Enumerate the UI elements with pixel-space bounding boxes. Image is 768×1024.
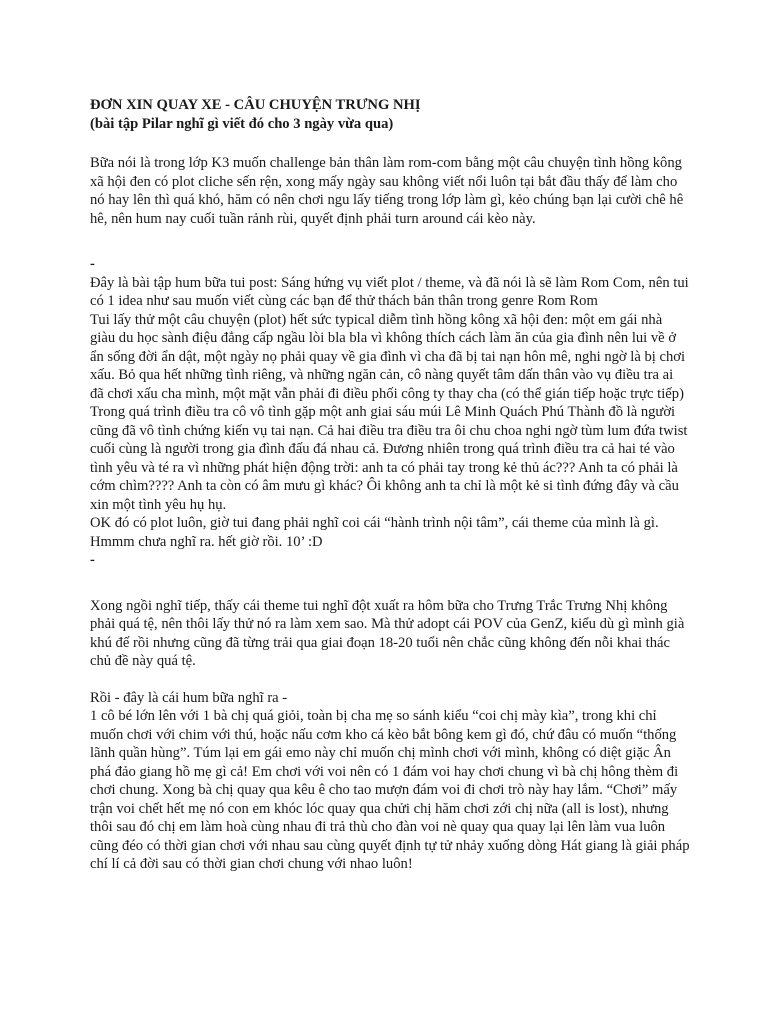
paragraph-investigation: Trong quá trình điều tra cô vô tình gặp một anh giai sáu múi Lê Minh Quách Phú Thành đồ là người cũng đã vô tình chứng kiến vụ tai nạn. Cả hai điều tra điều tra ôi chu choa nghi ngờ tùm lum đứa twist cuối cùng là người trong gia đình đấu đá nhau cả. Đương nhiên trong quá trình điều tra cả hai té vào tình yêu và té ra vì những phát hiện động trời: anh ta có phải tay trong kẻ thủ ác??? Anh ta có phải là cớm chìm???? Anh ta còn có âm mưu gì khác? Ôi không anh ta chỉ là một kẻ si tình đứng đây và cầu xin một tình yêu hụ hụ. — [90, 404, 688, 513]
document-title: ĐƠN XIN QUAY XE - CÂU CHUYỆN TRƯNG NHỊ — [90, 97, 421, 113]
paragraph-assignment: Đây là bài tập hum bữa tui post: Sáng hứng vụ viết plot / theme, và đã nói là sẽ làm Rom Com, nên tui có 1 idea như sau muốn viết cùng các bạn để thử thách bản thân trong genre Rom Rom — [90, 274, 689, 309]
section-divider-dash: - — [90, 552, 95, 568]
document-subtitle: (bài tập Pilar nghĩ gì viết đó cho 3 ngày vừa qua) — [90, 115, 394, 132]
paragraph-story: 1 cô bé lớn lên với 1 bà chị quá giỏi, toàn bị cha mẹ so sánh kiểu “coi chị mày kìa”, trong khi chỉ muốn chơi với chim với thú, hoặc nấu cơm kho cá kèo bắt bông kem gì đó, chứ đâu có muốn “thống lãnh quần hùng”. Túm lại em gái emo này chỉ muốn chị mình chơi với mình, không có diệt giặc Ân phá đảo giang hồ mẹ gì cả! Em chơi với voi nên có 1 đám voi hay chơi chung vì bà chị hông thèm đi chơi chung. Xong bà chị quay qua kêu ê cho tao mượn đám voi đi chơi trò này hay lắm. “Chơi” mấy trận voi chết hết mẹ nó con em khóc lóc quay qua chửi chị hăm chơi zới chị nữa (all is lost), nhưng thôi sau đó chị em làm hoà cùng nhau đi trả thù cho đàn voi nè quay qua quay lại lên làm vua luôn cũng đéo có thời gian chơi với nhau sau cùng quyết định tự tử nhảy xuống dòng Hát giang là giải pháp chí lí cả đời sau có thời gian chơi chung với nhao luôn! — [90, 708, 690, 872]
paragraph-plot: Tui lấy thử một câu chuyện (plot) hết sức typical diễm tình hồng kông xã hội đen: một em gái nhà giàu du học sành điệu đẳng cấp ngầu lòi bla bla vì không thích cách làm ăn của gia đình nên lui về ở ẩn sống đời ẩn dật, một ngày nọ phải quay về gia đình vì cha đã bị tai nạn hôn mê, nghi ngờ là bị chơi xấu. Bỏ qua hết những tình riêng, và những ngăn cản, cô nàng quyết tâm dấn thân vào vụ điều tra ai đã chơi xấu cha mình, một mặt vẫn phải đi điều phối công ty thay cha (có thể gián tiếp hoặc trực tiếp) — [90, 311, 686, 402]
paragraph-intro: Bữa nói là trong lớp K3 muốn challenge bản thân làm rom-com bằng một câu chuyện tình hồng kông xã hội đen có plot cliche sến rện, xong mấy ngày sau không viết nổi luôn tại bắt đầu thấy để làm cho nó hay lên thì quá khó, hăm có nên chơi ngu lấy tiếng trong lớp làm gì, kẻo chúng bạn lại cười chê hê hê, nên hum nay cuối tuần rảnh rùi, quyết định phải turn around cái kèo này. — [90, 155, 684, 227]
paragraph-lead-in: Rồi - đây là cái hum bữa nghĩ ra - — [90, 689, 288, 706]
section-divider-dash: - — [90, 256, 95, 272]
document-page — [90, 96, 690, 874]
paragraph-theme-question: OK đó có plot luôn, giờ tui đang phải nghĩ coi cái “hành trình nội tâm”, cái theme của mình là gì. Hmmm chưa nghĩ ra. hết giờ rồi. 10’ :D — [90, 515, 659, 550]
paragraph-theme-choice: Xong ngồi nghĩ tiếp, thấy cái theme tui nghĩ đột xuất ra hôm bữa cho Trưng Trắc Trưng Nhị không phải quá tệ, nên thôi lấy thử nó ra làm xem sao. Mà thử adopt cái POV của GenZ, kiểu dù gì mình già khú đế rồi nhưng cũng đã từng trải qua giai đoạn 18-20 tuổi nên chắc cũng không đến nỗi khai thác chủ đề này quá tệ. — [90, 597, 685, 669]
